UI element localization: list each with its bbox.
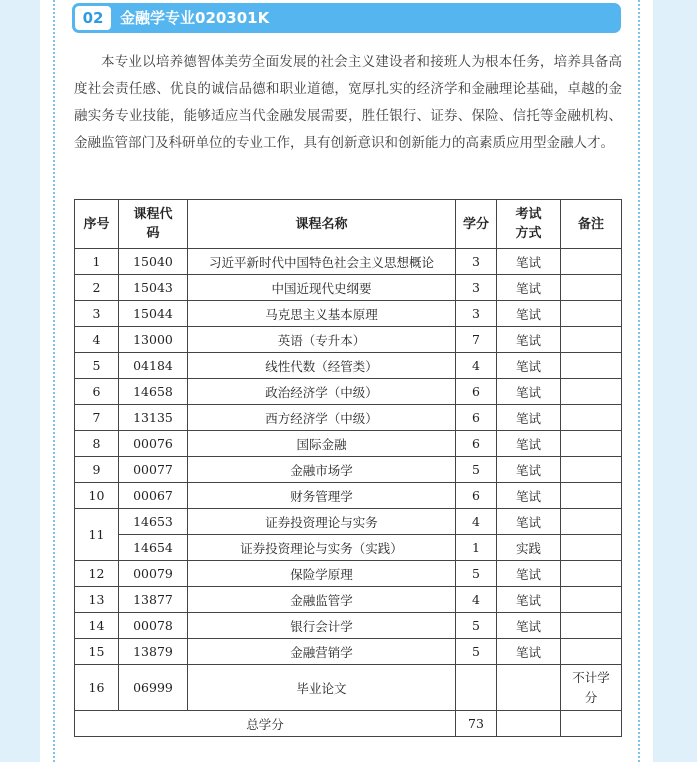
table-row (75, 353, 622, 379)
cell-note (561, 379, 622, 405)
cell-exam: 笔试 (497, 509, 561, 535)
cell-credit: 6 (456, 483, 497, 509)
cell-seq: 16 (75, 665, 119, 711)
cell-seq: 13 (75, 587, 119, 613)
cell-exam (497, 665, 561, 711)
cell-exam: 笔试 (497, 561, 561, 587)
table-row (75, 587, 622, 613)
cell-note (561, 509, 622, 535)
cell-seq: 11 (75, 509, 119, 561)
header-exam: 考试方式 (497, 200, 561, 249)
cell-seq: 12 (75, 561, 119, 587)
cell-seq: 2 (75, 275, 119, 301)
cell-name: 西方经济学（中级） (188, 405, 456, 431)
cell-note (561, 483, 622, 509)
table-row (75, 665, 622, 711)
cell-name: 银行会计学 (188, 613, 456, 639)
cell-name: 证券投资理论与实务（实践） (188, 535, 456, 561)
cell-credit: 4 (456, 587, 497, 613)
cell-seq: 7 (75, 405, 119, 431)
cell-credit: 3 (456, 249, 497, 275)
cell-code: 14653 (119, 509, 188, 535)
cell-credit: 3 (456, 275, 497, 301)
cell-name: 线性代数（经管类） (188, 353, 456, 379)
cell-note (561, 535, 622, 561)
cell-name: 马克思主义基本原理 (188, 301, 456, 327)
cell-exam: 笔试 (497, 405, 561, 431)
cell-name: 英语（专升本） (188, 327, 456, 353)
cell-note (561, 639, 622, 665)
cell-exam: 笔试 (497, 327, 561, 353)
cell-seq: 1 (75, 249, 119, 275)
header-code: 课程代码 (119, 200, 188, 249)
cell-note (561, 353, 622, 379)
intro-paragraph: 本专业以培养德智体美劳全面发展的社会主义建设者和接班人为根本任务，培养具备高度社会责任感、优良的诚信品德和职业道德，宽厚扎实的经济学和金融理论基础，卓越的金融实务专业技能，能够适应当代金融发展需要，胜任银行、证券、保险、信托等金融机构、金融监管部门及科研单位的专业工作，具有创新意识和创新能力的高素质应用型金融人才。 (74, 54, 622, 151)
cell-code: 15043 (119, 275, 188, 301)
table-row (75, 509, 622, 535)
cell-seq: 14 (75, 613, 119, 639)
table-row (75, 301, 622, 327)
cell-seq: 10 (75, 483, 119, 509)
cell-name: 政治经济学（中级） (188, 379, 456, 405)
cell-credit: 5 (456, 613, 497, 639)
header-name: 课程名称 (188, 200, 456, 249)
header-seq: 序号 (75, 200, 119, 249)
total-exam-empty (497, 711, 561, 737)
total-credit: 73 (456, 711, 497, 737)
cell-code: 13877 (119, 587, 188, 613)
table-row (75, 327, 622, 353)
cell-note (561, 431, 622, 457)
total-label: 总学分 (75, 711, 456, 737)
cell-seq: 9 (75, 457, 119, 483)
section-header (72, 3, 621, 33)
cell-seq: 3 (75, 301, 119, 327)
cell-note (561, 327, 622, 353)
cell-note (561, 275, 622, 301)
cell-exam: 笔试 (497, 275, 561, 301)
cell-credit: 4 (456, 353, 497, 379)
cell-credit: 5 (456, 639, 497, 665)
cell-note (561, 613, 622, 639)
cell-note (561, 405, 622, 431)
cell-code: 14658 (119, 379, 188, 405)
header-note: 备注 (561, 200, 622, 249)
cell-code: 00067 (119, 483, 188, 509)
cell-name: 财务管理学 (188, 483, 456, 509)
cell-code: 14654 (119, 535, 188, 561)
section-number: 02 (75, 6, 111, 30)
cell-code: 13000 (119, 327, 188, 353)
cell-exam: 笔试 (497, 639, 561, 665)
cell-name: 习近平新时代中国特色社会主义思想概论 (188, 249, 456, 275)
course-table (74, 199, 622, 737)
total-row (75, 711, 622, 737)
cell-name: 毕业论文 (188, 665, 456, 711)
cell-seq: 8 (75, 431, 119, 457)
cell-credit: 3 (456, 301, 497, 327)
cell-note: 不计学分 (561, 665, 622, 711)
cell-note (561, 457, 622, 483)
cell-exam: 笔试 (497, 587, 561, 613)
cell-exam: 笔试 (497, 249, 561, 275)
cell-code: 00076 (119, 431, 188, 457)
cell-credit: 5 (456, 561, 497, 587)
table-row (75, 379, 622, 405)
cell-exam: 笔试 (497, 613, 561, 639)
right-dotted-border (638, 0, 640, 762)
table-row (75, 275, 622, 301)
cell-code: 15040 (119, 249, 188, 275)
cell-name: 保险学原理 (188, 561, 456, 587)
cell-seq: 4 (75, 327, 119, 353)
cell-name: 国际金融 (188, 431, 456, 457)
table-header-row (75, 200, 622, 249)
header-credit: 学分 (456, 200, 497, 249)
cell-code: 04184 (119, 353, 188, 379)
cell-code: 00078 (119, 613, 188, 639)
cell-exam: 实践 (497, 535, 561, 561)
table-row (75, 405, 622, 431)
cell-code: 00077 (119, 457, 188, 483)
cell-name: 金融监管学 (188, 587, 456, 613)
table-row (75, 431, 622, 457)
cell-credit: 6 (456, 379, 497, 405)
cell-credit (456, 665, 497, 711)
cell-code: 13879 (119, 639, 188, 665)
table-row (75, 249, 622, 275)
cell-exam: 笔试 (497, 379, 561, 405)
table-row (75, 613, 622, 639)
table-row (75, 483, 622, 509)
cell-seq: 15 (75, 639, 119, 665)
cell-code: 13135 (119, 405, 188, 431)
total-note-empty (561, 711, 622, 737)
cell-exam: 笔试 (497, 483, 561, 509)
cell-note (561, 249, 622, 275)
cell-name: 金融营销学 (188, 639, 456, 665)
cell-seq: 6 (75, 379, 119, 405)
cell-note (561, 561, 622, 587)
cell-note (561, 301, 622, 327)
table-row (75, 457, 622, 483)
cell-credit: 6 (456, 431, 497, 457)
cell-credit: 5 (456, 457, 497, 483)
cell-code: 00079 (119, 561, 188, 587)
left-dotted-border (53, 0, 55, 762)
section-title: 金融学专业020301K (120, 9, 270, 27)
cell-exam: 笔试 (497, 431, 561, 457)
table-row (75, 561, 622, 587)
cell-exam: 笔试 (497, 301, 561, 327)
cell-credit: 1 (456, 535, 497, 561)
cell-name: 金融市场学 (188, 457, 456, 483)
table-row (75, 639, 622, 665)
cell-seq: 5 (75, 353, 119, 379)
cell-name: 证券投资理论与实务 (188, 509, 456, 535)
cell-credit: 4 (456, 509, 497, 535)
cell-name: 中国近现代史纲要 (188, 275, 456, 301)
cell-credit: 6 (456, 405, 497, 431)
cell-note (561, 587, 622, 613)
cell-exam: 笔试 (497, 353, 561, 379)
table-row (75, 535, 622, 561)
cell-credit: 7 (456, 327, 497, 353)
cell-code: 06999 (119, 665, 188, 711)
cell-exam: 笔试 (497, 457, 561, 483)
cell-code: 15044 (119, 301, 188, 327)
